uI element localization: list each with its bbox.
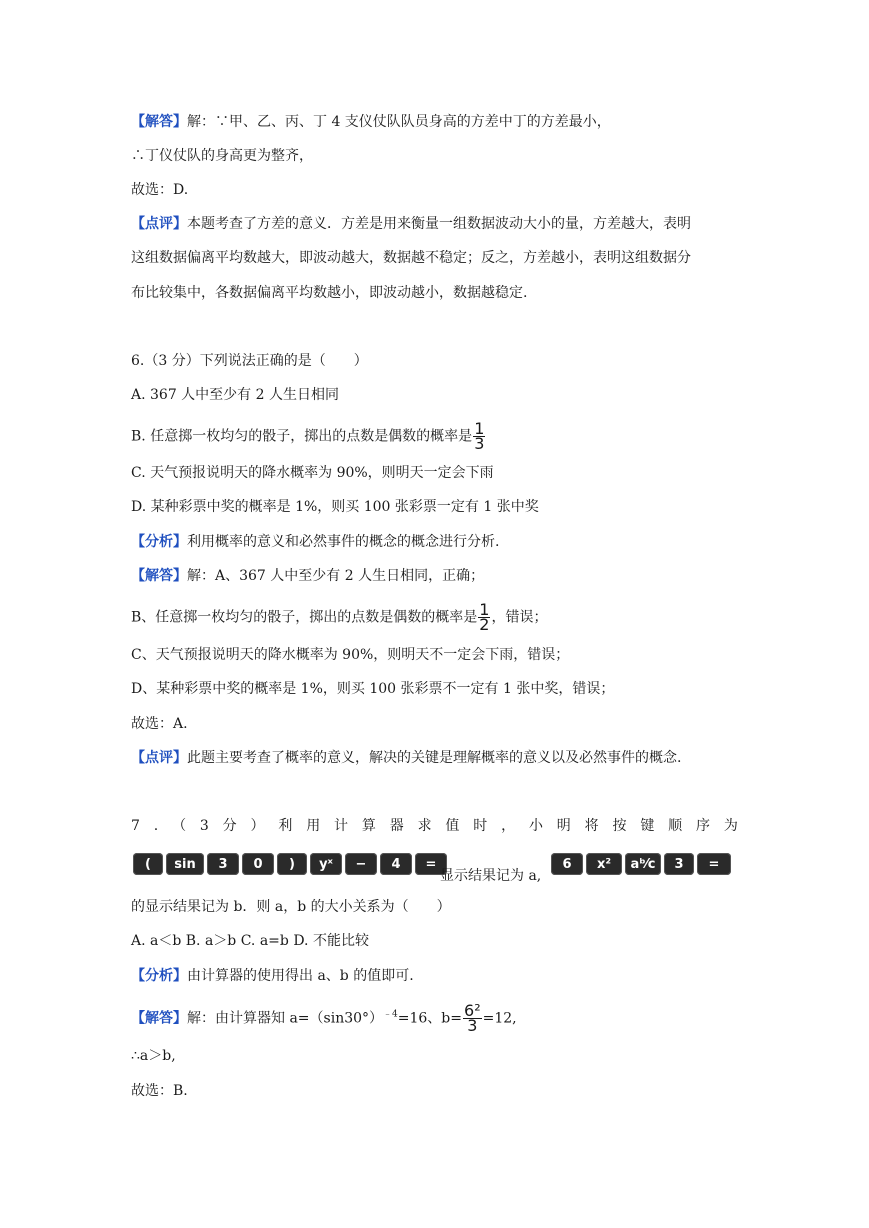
stem-char: （ (172, 818, 187, 834)
q5-answer-line2: ∴丁仪仗队的身高更为整齐， (131, 148, 313, 164)
q6-comment (131, 748, 681, 768)
analysis-tag: 【分析】 (131, 534, 187, 550)
comment-text: 本题考查了方差的意义．方差是用来衡量一组数据波动大小的量，方差越大，表明 (187, 216, 691, 232)
answer-b-end: ，错误； (491, 609, 548, 626)
answer-tag: 【解答】 (131, 568, 187, 584)
stem-char: 利 (278, 818, 293, 834)
fraction (478, 600, 490, 634)
stem-char: 算 (361, 818, 376, 834)
answer-tag: 【解答】 (131, 1010, 187, 1027)
q6-option-a: A. 367 人中至少有 2 人生日相同 (131, 387, 339, 403)
analysis-tag: 【分析】 (131, 968, 187, 984)
calculator-key: x² (586, 853, 622, 875)
q7-mid-text: 显示结果记为 a, (440, 868, 542, 884)
fraction (473, 419, 485, 453)
calculator-key: aᵇ⁄c (625, 853, 661, 875)
stem-char: 按 (612, 818, 627, 834)
analysis-text: 利用概率的意义和必然事件的概念的概念进行分析. (187, 534, 500, 550)
stem-char: ， (501, 818, 516, 834)
stem-char: 分 (222, 818, 237, 834)
calculator-key: yˣ (310, 853, 342, 875)
q6-analysis (131, 532, 499, 552)
fraction (463, 1001, 482, 1035)
calculator-key: 0 (242, 853, 274, 875)
stem-char: 序 (696, 818, 711, 834)
calculator-key: = (415, 853, 447, 875)
calculator-key: − (345, 853, 377, 875)
answer-b-text: B、任意掷一枚均匀的骰子，掷出的点数是偶数的概率是 (131, 609, 478, 626)
fraction-denominator: 2 (479, 615, 490, 634)
stem-char: 顺 (668, 818, 683, 834)
q5-answer-line1 (131, 112, 611, 132)
q5-comment-line3: 布比较集中，各数据偏离平均数越小，即波动越小，数据越稳定. (131, 285, 528, 301)
calculator-key: = (697, 853, 731, 875)
fraction-numerator: 6² (464, 1001, 481, 1020)
q6-answer-d: D、某种彩票中奖的概率是 1%，则买 100 张彩票不一定有 1 张中奖，错误； (131, 681, 615, 697)
q5-comment-line1 (131, 214, 691, 234)
q6-option-b (131, 419, 486, 453)
q7-analysis (131, 966, 414, 986)
stem-char: 用 (306, 818, 321, 834)
calculator-key: sin (166, 853, 204, 875)
calculator-key: 3 (664, 853, 694, 875)
answer-pre: 解：由计算器知 a=（sin30°） (187, 1010, 384, 1027)
fraction-numerator: 1 (474, 419, 485, 438)
fraction-numerator: 1 (479, 600, 490, 619)
calculator-key: 4 (380, 853, 412, 875)
stem-char: 7 (131, 818, 140, 834)
analysis-text: 由计算器的使用得出 a、b 的值即可. (187, 968, 414, 984)
calculator-keys-b (551, 853, 731, 875)
q6-option-c: C. 天气预报说明天的降水概率为 90%，则明天一定会下雨 (131, 465, 494, 481)
answer-end: =12, (482, 1010, 517, 1027)
option-b-text: B. 任意掷一枚均匀的骰子，掷出的点数是偶数的概率是 (131, 428, 473, 445)
stem-char: 时 (473, 818, 488, 834)
q7-answer-choice: 故选：B. (131, 1083, 188, 1099)
comment-tag: 【点评】 (131, 216, 187, 232)
calculator-keys-a (133, 853, 447, 875)
stem-char: ） (250, 818, 265, 834)
calculator-key: ) (277, 853, 307, 875)
fraction-denominator: 3 (474, 434, 485, 453)
stem-char: 明 (556, 818, 571, 834)
calculator-key: 3 (207, 853, 239, 875)
comment-tag: 【点评】 (131, 750, 187, 766)
calculator-key: 6 (551, 853, 583, 875)
stem-char: 计 (334, 818, 349, 834)
q5-comment-line2: 这组数据偏离平均数越大，即波动越大，数据越不稳定；反之，方差越小，表明这组数据分 (131, 250, 691, 266)
answer-tag: 【解答】 (131, 114, 187, 130)
stem-char: 小 (528, 818, 543, 834)
q6-answer-b (131, 600, 548, 634)
stem-char: 值 (445, 818, 460, 834)
q6-answer-c: C、天气预报说明天的降水概率为 90%，则明天不一定会下雨，错误； (131, 647, 570, 663)
stem-char: 键 (640, 818, 655, 834)
q5-answer-choice: 故选：D. (131, 182, 189, 198)
stem-char: 为 (723, 818, 738, 834)
stem-char: 求 (417, 818, 432, 834)
exponent: ﹣4 (383, 1009, 398, 1020)
fraction-denominator: 3 (467, 1016, 478, 1035)
stem-char: 3 (199, 818, 209, 834)
q6-answer-choice: 故选：A. (131, 716, 188, 732)
comment-text: 此题主要考查了概率的意义，解决的关键是理解概率的意义以及必然事件的概念. (187, 750, 682, 766)
q6-answer-a (131, 566, 484, 586)
q6-option-d: D. 某种彩票中奖的概率是 1%，则买 100 张彩票一定有 1 张中奖 (131, 499, 539, 515)
q7-stem (131, 816, 738, 836)
stem-char: 将 (584, 818, 599, 834)
q6-stem: 6.（3 分）下列说法正确的是（ ） (131, 353, 368, 369)
answer-text: 解：∵甲、乙、丙、丁 4 支仪仗队队员身高的方差中丁的方差最小， (187, 114, 611, 130)
q7-stem-end: 的显示结果记为 b．则 a，b 的大小关系为（ ） (131, 899, 451, 915)
stem-char: . (153, 818, 159, 834)
answer-mid: =16、b= (397, 1010, 463, 1027)
answer-text: 解：A、367 人中至少有 2 人生日相同，正确； (187, 568, 485, 584)
q7-answer (131, 1001, 517, 1035)
calculator-key: ( (133, 853, 163, 875)
q7-options: A. a＜b B. a＞b C. a=b D. 不能比较 (131, 933, 369, 949)
stem-char: 器 (389, 818, 404, 834)
q7-therefore: ∴a＞b, (131, 1048, 176, 1064)
